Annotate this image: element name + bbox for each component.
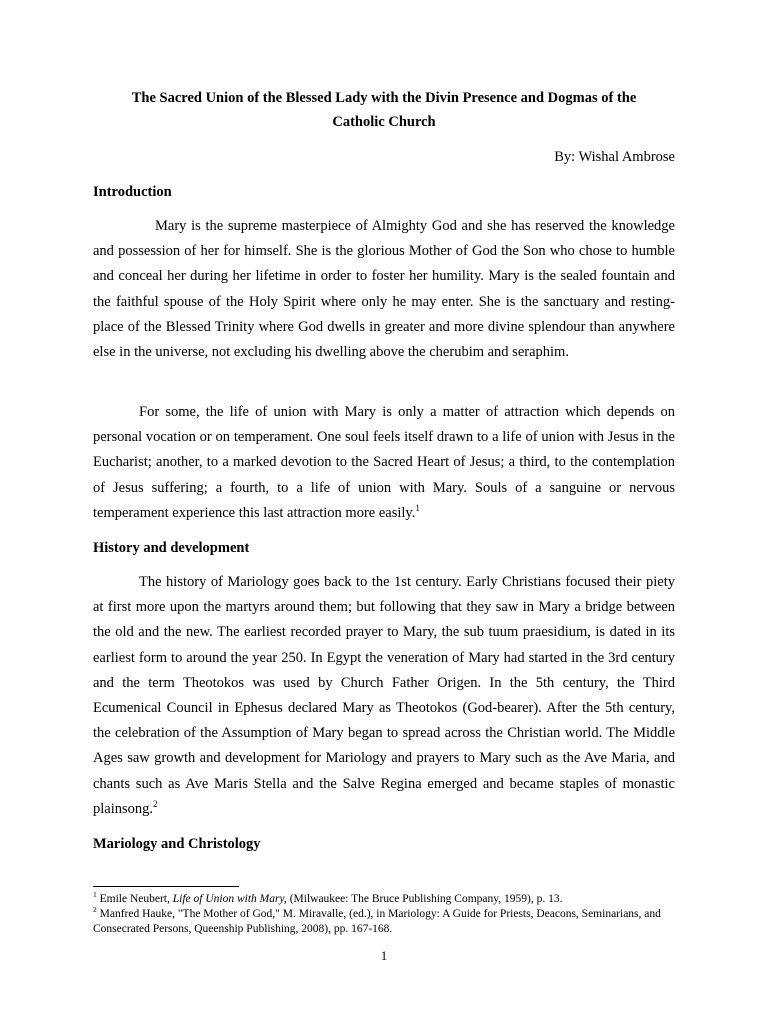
- title-line-1: The Sacred Union of the Blessed Lady with the Divin Presence and Dogmas of the: [131, 90, 637, 106]
- footnotes: [93, 892, 675, 937]
- section-heading-history: History and development: [93, 540, 250, 556]
- page-number: 1: [380, 949, 388, 963]
- paragraph-introduction-1: Mary is the supreme masterpiece of Almighty God and she has reserved the knowledge and possession of her for himself. She is the glorious Mother of God the Son who chose to humble and conceal her during her lifetime in order to foster her humility. Mary is the sealed fountain and the faithful spouse of the Holy Spirit where only he may enter. She is the sanctuary and resting-place of the Blessed Trinity where God dwells in greater and more divine splendour than anywhere else in the universe, not excluding his dwelling above the cherubim and seraphim.: [93, 218, 675, 361]
- paragraph-introduction-2: [93, 400, 675, 526]
- footnote-text: (Milwaukee: The Bruce Publishing Company, 1959), p. 13.: [286, 893, 563, 905]
- footnote-book-title: Life of Union with Mary,: [172, 893, 287, 905]
- document-title: [93, 86, 675, 134]
- footnote-1: [93, 892, 675, 907]
- author-prefix: By:: [554, 149, 576, 165]
- paragraph-history-1: [93, 570, 675, 822]
- footnote-text: Emile Neubert,: [99, 893, 173, 905]
- footnote-ref-2[interactable]: 2: [153, 799, 158, 809]
- footnote-number: 1: [93, 890, 97, 900]
- footnote-2: [93, 907, 675, 937]
- paragraph-history-1-text: The history of Mariology goes back to the 1st century. Early Christians focused their piety at first more upon the martyrs around them; but following that they saw in Mary a bridge between the old and the new. The earliest recorded prayer to Mary, the sub tuum praesidium, is dated in its earliest form to around the year 250. In Egypt the veneration of Mary had started in the 3rd century and the term Theotokos was used by Church Father Origen. In the 5th century, the Third Ecumenical Council in Ephesus declared Mary as Theotokos (God-bearer). After the 5th century, the celebration of the Assumption of Mary began to spread across the Christian world. The Middle Ages saw growth and development for Mariology and prayers to Mary such as the Ave Maria, and chants such as Ave Maris Stella and the Salve Regina emerged and became staples of monastic plainsong.: [93, 574, 675, 817]
- title-line-2: Catholic Church: [332, 114, 436, 130]
- author-byline: [93, 145, 675, 169]
- footnote-number: 2: [93, 905, 97, 915]
- footnote-text: Manfred Hauke, "The Mother of God," M. Miravalle, (ed.), in Mariology: A Guide for Priests, Deacons, Seminarians, and Consecrated Persons, Queenship Publishing, 2008), pp. 167-168.: [93, 908, 661, 935]
- footnote-ref-1[interactable]: 1: [415, 502, 420, 513]
- section-heading-introduction: Introduction: [93, 184, 172, 200]
- footnote-separator: [93, 886, 239, 887]
- section-heading-christology: Mariology and Christology: [93, 836, 261, 852]
- author-name: Wishal Ambrose: [578, 149, 675, 165]
- paragraph-introduction-2-text: For some, the life of union with Mary is only a matter of attraction which depends on personal vocation or on temperament. One soul feels itself drawn to a life of union with Jesus in the Eucharist; another, to a marked devotion to the Sacred Heart of Jesus; a third, to the contemplation of Jesus suffering; a fourth, to a life of union with Mary. Souls of a sanguine or nervous temperament experience this last attraction more easily.: [93, 404, 675, 521]
